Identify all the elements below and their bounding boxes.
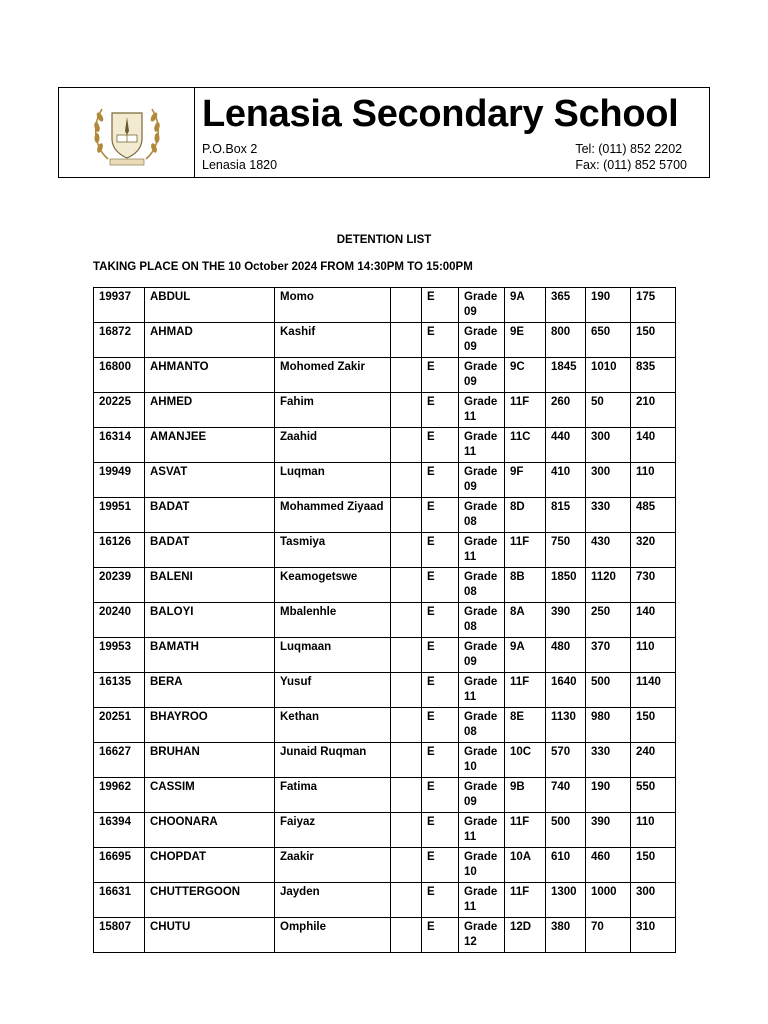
cell-class: 9B xyxy=(505,778,546,813)
cell-value-1: 1640 xyxy=(546,673,586,708)
cell-class: 8D xyxy=(505,498,546,533)
cell-code: E xyxy=(422,638,459,673)
cell-surname: BADAT xyxy=(145,533,275,568)
cell-student-number: 20251 xyxy=(94,708,145,743)
cell-blank xyxy=(391,883,422,918)
cell-grade: Grade 10 xyxy=(459,743,505,778)
cell-value-3: 240 xyxy=(631,743,676,778)
cell-code: E xyxy=(422,603,459,638)
cell-value-1: 1300 xyxy=(546,883,586,918)
cell-code: E xyxy=(422,848,459,883)
cell-student-number: 19949 xyxy=(94,463,145,498)
cell-value-1: 365 xyxy=(546,288,586,323)
cell-surname: AMANJEE xyxy=(145,428,275,463)
cell-class: 9F xyxy=(505,463,546,498)
address-line-1: P.O.Box 2 xyxy=(202,142,258,156)
cell-first-name: Kethan xyxy=(275,708,391,743)
document-title: DETENTION LIST xyxy=(336,234,432,246)
cell-value-2: 370 xyxy=(586,638,631,673)
cell-value-3: 300 xyxy=(631,883,676,918)
cell-value-2: 430 xyxy=(586,533,631,568)
cell-class: 9A xyxy=(505,638,546,673)
cell-grade: Grade 09 xyxy=(459,778,505,813)
cell-value-1: 260 xyxy=(546,393,586,428)
cell-value-3: 550 xyxy=(631,778,676,813)
cell-class: 9C xyxy=(505,358,546,393)
cell-surname: BAMATH xyxy=(145,638,275,673)
cell-class: 12D xyxy=(505,918,546,953)
cell-value-2: 1120 xyxy=(586,568,631,603)
school-info xyxy=(195,88,709,177)
cell-student-number: 20225 xyxy=(94,393,145,428)
cell-blank xyxy=(391,533,422,568)
cell-code: E xyxy=(422,883,459,918)
cell-code: E xyxy=(422,288,459,323)
cell-code: E xyxy=(422,498,459,533)
cell-blank xyxy=(391,393,422,428)
cell-value-3: 140 xyxy=(631,428,676,463)
cell-grade: Grade 12 xyxy=(459,918,505,953)
table-row xyxy=(94,673,676,708)
cell-surname: BHAYROO xyxy=(145,708,275,743)
cell-class: 8A xyxy=(505,603,546,638)
cell-code: E xyxy=(422,813,459,848)
cell-class: 11F xyxy=(505,673,546,708)
cell-surname: AHMAD xyxy=(145,323,275,358)
document-subtitle: TAKING PLACE ON THE 10 October 2024 FROM 14:30PM TO 15:00PM xyxy=(93,261,473,273)
postal-address xyxy=(202,141,277,173)
cell-code: E xyxy=(422,463,459,498)
cell-surname: AHMED xyxy=(145,393,275,428)
cell-student-number: 16126 xyxy=(94,533,145,568)
cell-student-number: 16135 xyxy=(94,673,145,708)
cell-value-3: 150 xyxy=(631,323,676,358)
cell-value-1: 500 xyxy=(546,813,586,848)
cell-class: 11C xyxy=(505,428,546,463)
cell-value-1: 480 xyxy=(546,638,586,673)
cell-blank xyxy=(391,323,422,358)
cell-value-2: 190 xyxy=(586,778,631,813)
cell-code: E xyxy=(422,708,459,743)
cell-grade: Grade 08 xyxy=(459,568,505,603)
cell-surname: CHOONARA xyxy=(145,813,275,848)
table-row xyxy=(94,498,676,533)
cell-value-2: 330 xyxy=(586,498,631,533)
cell-grade: Grade 09 xyxy=(459,638,505,673)
cell-first-name: Momo xyxy=(275,288,391,323)
cell-first-name: Zaakir xyxy=(275,848,391,883)
cell-blank xyxy=(391,603,422,638)
cell-surname: ABDUL xyxy=(145,288,275,323)
cell-first-name: Keamogetswe xyxy=(275,568,391,603)
cell-first-name: Kashif xyxy=(275,323,391,358)
cell-first-name: Fahim xyxy=(275,393,391,428)
cell-first-name: Fatima xyxy=(275,778,391,813)
table-row xyxy=(94,463,676,498)
cell-surname: CHOPDAT xyxy=(145,848,275,883)
cell-code: E xyxy=(422,778,459,813)
table-row xyxy=(94,883,676,918)
table-row xyxy=(94,848,676,883)
cell-code: E xyxy=(422,393,459,428)
cell-code: E xyxy=(422,428,459,463)
cell-surname: BERA xyxy=(145,673,275,708)
cell-value-3: 140 xyxy=(631,603,676,638)
cell-grade: Grade 09 xyxy=(459,463,505,498)
table-row xyxy=(94,323,676,358)
table-row xyxy=(94,638,676,673)
cell-grade: Grade 11 xyxy=(459,883,505,918)
cell-student-number: 16631 xyxy=(94,883,145,918)
table-row xyxy=(94,918,676,953)
cell-value-2: 250 xyxy=(586,603,631,638)
cell-blank xyxy=(391,848,422,883)
cell-student-number: 16695 xyxy=(94,848,145,883)
cell-first-name: Luqmaan xyxy=(275,638,391,673)
cell-class: 9E xyxy=(505,323,546,358)
cell-value-3: 835 xyxy=(631,358,676,393)
cell-value-3: 485 xyxy=(631,498,676,533)
cell-class: 10C xyxy=(505,743,546,778)
school-name: Lenasia Secondary School xyxy=(202,93,679,135)
cell-student-number: 16800 xyxy=(94,358,145,393)
cell-grade: Grade 10 xyxy=(459,848,505,883)
cell-class: 8E xyxy=(505,708,546,743)
cell-value-2: 500 xyxy=(586,673,631,708)
cell-value-1: 390 xyxy=(546,603,586,638)
table-row xyxy=(94,743,676,778)
cell-value-2: 330 xyxy=(586,743,631,778)
cell-student-number: 16314 xyxy=(94,428,145,463)
cell-blank xyxy=(391,568,422,603)
cell-surname: BRUHAN xyxy=(145,743,275,778)
cell-blank xyxy=(391,638,422,673)
cell-grade: Grade 08 xyxy=(459,708,505,743)
cell-class: 11F xyxy=(505,533,546,568)
cell-grade: Grade 09 xyxy=(459,288,505,323)
cell-first-name: Mohammed Ziyaad xyxy=(275,498,391,533)
cell-grade: Grade 08 xyxy=(459,603,505,638)
cell-student-number: 16394 xyxy=(94,813,145,848)
cell-blank xyxy=(391,813,422,848)
cell-blank xyxy=(391,918,422,953)
cell-surname: BADAT xyxy=(145,498,275,533)
cell-value-1: 410 xyxy=(546,463,586,498)
cell-student-number: 19953 xyxy=(94,638,145,673)
cell-code: E xyxy=(422,918,459,953)
table-row xyxy=(94,708,676,743)
cell-code: E xyxy=(422,358,459,393)
cell-grade: Grade 11 xyxy=(459,393,505,428)
table-row xyxy=(94,288,676,323)
cell-value-2: 300 xyxy=(586,463,631,498)
cell-value-1: 380 xyxy=(546,918,586,953)
cell-value-2: 70 xyxy=(586,918,631,953)
cell-value-2: 300 xyxy=(586,428,631,463)
cell-student-number: 16872 xyxy=(94,323,145,358)
school-crest-icon xyxy=(88,93,166,173)
cell-student-number: 19937 xyxy=(94,288,145,323)
cell-value-1: 1845 xyxy=(546,358,586,393)
table-row xyxy=(94,428,676,463)
logo-cell xyxy=(59,88,195,177)
cell-value-2: 980 xyxy=(586,708,631,743)
cell-surname: CHUTTERGOON xyxy=(145,883,275,918)
cell-student-number: 20240 xyxy=(94,603,145,638)
cell-student-number: 16627 xyxy=(94,743,145,778)
cell-value-3: 150 xyxy=(631,708,676,743)
cell-surname: CHUTU xyxy=(145,918,275,953)
cell-surname: BALOYI xyxy=(145,603,275,638)
cell-student-number: 15807 xyxy=(94,918,145,953)
cell-value-2: 460 xyxy=(586,848,631,883)
cell-first-name: Mbalenhle xyxy=(275,603,391,638)
table-row xyxy=(94,778,676,813)
cell-grade: Grade 11 xyxy=(459,673,505,708)
table-row xyxy=(94,568,676,603)
cell-value-3: 730 xyxy=(631,568,676,603)
cell-first-name: Tasmiya xyxy=(275,533,391,568)
cell-first-name: Zaahid xyxy=(275,428,391,463)
cell-value-3: 210 xyxy=(631,393,676,428)
cell-surname: BALENI xyxy=(145,568,275,603)
table-row xyxy=(94,533,676,568)
cell-blank xyxy=(391,708,422,743)
cell-grade: Grade 11 xyxy=(459,813,505,848)
cell-value-2: 1010 xyxy=(586,358,631,393)
cell-grade: Grade 09 xyxy=(459,323,505,358)
cell-code: E xyxy=(422,568,459,603)
cell-value-1: 740 xyxy=(546,778,586,813)
table-row xyxy=(94,393,676,428)
table-row xyxy=(94,603,676,638)
cell-blank xyxy=(391,288,422,323)
cell-value-3: 110 xyxy=(631,638,676,673)
cell-value-3: 310 xyxy=(631,918,676,953)
cell-value-2: 650 xyxy=(586,323,631,358)
cell-value-1: 800 xyxy=(546,323,586,358)
cell-class: 8B xyxy=(505,568,546,603)
cell-value-1: 610 xyxy=(546,848,586,883)
cell-blank xyxy=(391,498,422,533)
fax: Fax: (011) 852 5700 xyxy=(575,158,687,172)
cell-grade: Grade 11 xyxy=(459,533,505,568)
cell-class: 11F xyxy=(505,393,546,428)
cell-value-3: 110 xyxy=(631,463,676,498)
cell-value-3: 175 xyxy=(631,288,676,323)
cell-class: 10A xyxy=(505,848,546,883)
cell-student-number: 19962 xyxy=(94,778,145,813)
table-row xyxy=(94,813,676,848)
cell-value-3: 110 xyxy=(631,813,676,848)
cell-surname: CASSIM xyxy=(145,778,275,813)
cell-first-name: Mohomed Zakir xyxy=(275,358,391,393)
contact-numbers xyxy=(575,141,687,173)
cell-class: 9A xyxy=(505,288,546,323)
cell-class: 11F xyxy=(505,883,546,918)
detention-table xyxy=(93,287,676,953)
cell-first-name: Luqman xyxy=(275,463,391,498)
address-line-2: Lenasia 1820 xyxy=(202,158,278,172)
cell-value-1: 750 xyxy=(546,533,586,568)
telephone: Tel: (011) 852 2202 xyxy=(575,142,683,156)
cell-class: 11F xyxy=(505,813,546,848)
cell-blank xyxy=(391,358,422,393)
cell-student-number: 20239 xyxy=(94,568,145,603)
cell-value-3: 150 xyxy=(631,848,676,883)
cell-code: E xyxy=(422,323,459,358)
cell-first-name: Junaid Ruqman xyxy=(275,743,391,778)
cell-blank xyxy=(391,673,422,708)
cell-value-2: 50 xyxy=(586,393,631,428)
cell-value-3: 1140 xyxy=(631,673,676,708)
cell-value-1: 570 xyxy=(546,743,586,778)
cell-surname: AHMANTO xyxy=(145,358,275,393)
cell-grade: Grade 11 xyxy=(459,428,505,463)
cell-value-2: 190 xyxy=(586,288,631,323)
table-row xyxy=(94,358,676,393)
cell-value-1: 1850 xyxy=(546,568,586,603)
cell-grade: Grade 09 xyxy=(459,358,505,393)
cell-value-2: 1000 xyxy=(586,883,631,918)
letterhead xyxy=(58,87,710,178)
cell-code: E xyxy=(422,743,459,778)
cell-value-1: 815 xyxy=(546,498,586,533)
cell-blank xyxy=(391,428,422,463)
cell-value-3: 320 xyxy=(631,533,676,568)
cell-code: E xyxy=(422,673,459,708)
cell-first-name: Jayden xyxy=(275,883,391,918)
cell-grade: Grade 08 xyxy=(459,498,505,533)
cell-blank xyxy=(391,778,422,813)
cell-surname: ASVAT xyxy=(145,463,275,498)
cell-student-number: 19951 xyxy=(94,498,145,533)
cell-first-name: Faiyaz xyxy=(275,813,391,848)
cell-value-2: 390 xyxy=(586,813,631,848)
cell-first-name: Omphile xyxy=(275,918,391,953)
cell-value-1: 1130 xyxy=(546,708,586,743)
cell-blank xyxy=(391,743,422,778)
cell-blank xyxy=(391,463,422,498)
cell-code: E xyxy=(422,533,459,568)
cell-first-name: Yusuf xyxy=(275,673,391,708)
cell-value-1: 440 xyxy=(546,428,586,463)
